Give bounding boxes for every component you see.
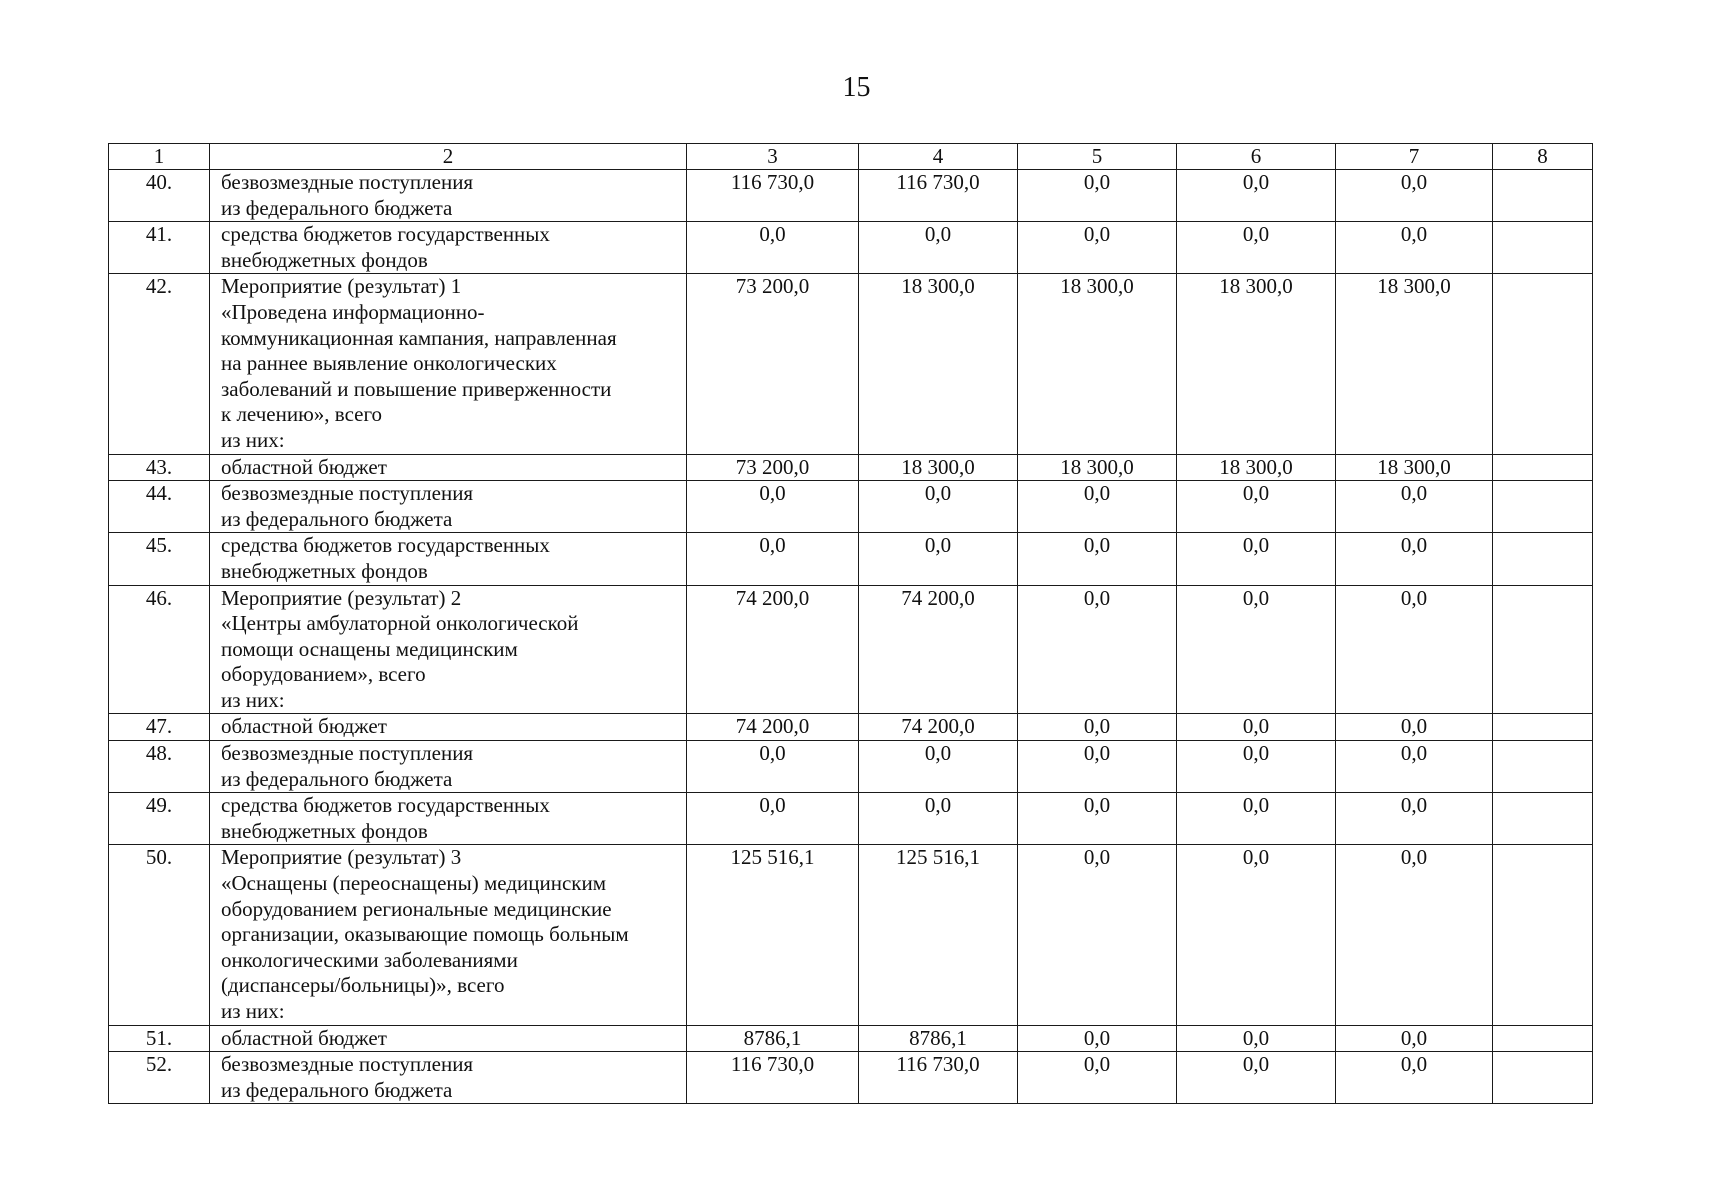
row-name-line: Мероприятие (результат) 2 [221,585,462,610]
value-cell-col-5: 0,0 [1018,481,1177,533]
row-name-line: оборудованием», всего [221,662,426,687]
value-cell-col-7: 0,0 [1336,1025,1493,1052]
row-number-cell: 50. [109,845,210,1025]
value-cell-col-5: 18 300,0 [1018,454,1177,481]
row-name-line: заболеваний и повышение приверженности [221,376,612,401]
row-name-line: безвозмездные поступления [221,741,474,766]
table-row [109,222,1593,274]
table-body [109,170,1593,1104]
value-cell-col-3: 74 200,0 [687,585,859,714]
value-cell-col-6: 0,0 [1177,714,1336,741]
table-row [109,714,1593,741]
row-name-line: внебюджетных фондов [221,818,428,843]
value-cell-col-6: 0,0 [1177,533,1336,585]
row-number-cell: 51. [109,1025,210,1052]
value-cell-col-4: 116 730,0 [859,1052,1018,1104]
value-cell-col-4: 0,0 [859,741,1018,793]
row-name-line: безвозмездные поступления [221,481,474,506]
row-name-cell [210,481,687,533]
value-cell-col-3: 0,0 [687,533,859,585]
table-row [109,533,1593,585]
row-number-cell: 41. [109,222,210,274]
value-cell-col-8 [1493,793,1593,845]
table-row [109,170,1593,222]
value-cell-col-7: 18 300,0 [1336,274,1493,454]
column-header-3: 3 [687,144,859,170]
row-number-cell: 49. [109,793,210,845]
column-header-2: 2 [210,144,687,170]
row-name-line: на раннее выявление онкологических [221,351,557,376]
row-name-line: «Центры амбулаторной онкологической [221,611,579,636]
row-name-line: из федерального бюджета [221,506,453,531]
table-row [109,845,1593,1025]
value-cell-col-5: 0,0 [1018,222,1177,274]
value-cell-col-8 [1493,1052,1593,1104]
value-cell-col-8 [1493,274,1593,454]
table-row [109,481,1593,533]
row-name-cell [210,1052,687,1104]
value-cell-col-4: 0,0 [859,481,1018,533]
row-name-line: из них: [221,427,285,452]
table-row [109,1052,1593,1104]
column-header-4: 4 [859,144,1018,170]
row-number-cell: 42. [109,274,210,454]
value-cell-col-3: 125 516,1 [687,845,859,1025]
value-cell-col-7: 0,0 [1336,222,1493,274]
page-number: 15 [842,72,871,103]
table-row [109,274,1593,454]
value-cell-col-3: 0,0 [687,793,859,845]
row-name-line: оборудованием региональные медицинские [221,896,612,921]
table-row [109,454,1593,481]
row-number-cell: 46. [109,585,210,714]
row-name-line: внебюджетных фондов [221,558,428,583]
value-cell-col-6: 0,0 [1177,1025,1336,1052]
column-header-6: 6 [1177,144,1336,170]
value-cell-col-8 [1493,222,1593,274]
value-cell-col-7: 0,0 [1336,585,1493,714]
row-name-cell [210,1025,687,1052]
value-cell-col-8 [1493,170,1593,222]
value-cell-col-8 [1493,714,1593,741]
value-cell-col-4: 74 200,0 [859,714,1018,741]
value-cell-col-5: 0,0 [1018,585,1177,714]
value-cell-col-6: 0,0 [1177,1052,1336,1104]
value-cell-col-6: 18 300,0 [1177,454,1336,481]
value-cell-col-7: 0,0 [1336,1052,1493,1104]
value-cell-col-5: 0,0 [1018,1052,1177,1104]
value-cell-col-3: 0,0 [687,481,859,533]
value-cell-col-6: 0,0 [1177,741,1336,793]
row-name-line: «Проведена информационно- [221,299,485,324]
row-name-line: коммуникационная кампания, направленная [221,325,617,350]
row-name-cell [210,741,687,793]
row-number-cell: 52. [109,1052,210,1104]
row-number-cell: 48. [109,741,210,793]
table-row [109,741,1593,793]
value-cell-col-5: 0,0 [1018,1025,1177,1052]
value-cell-col-4: 8786,1 [859,1025,1018,1052]
value-cell-col-4: 0,0 [859,793,1018,845]
row-name-cell [210,845,687,1025]
value-cell-col-4: 125 516,1 [859,845,1018,1025]
value-cell-col-5: 0,0 [1018,533,1177,585]
row-name-line: областной бюджет [221,454,387,479]
value-cell-col-5: 0,0 [1018,741,1177,793]
row-name-line: средства бюджетов государственных [221,793,550,818]
value-cell-col-3: 116 730,0 [687,170,859,222]
row-number-cell: 45. [109,533,210,585]
table-row [109,585,1593,714]
budget-table [108,143,1593,1104]
value-cell-col-4: 74 200,0 [859,585,1018,714]
column-header-1: 1 [109,144,210,170]
row-name-cell [210,793,687,845]
row-name-line: (диспансеры/больницы)», всего [221,973,505,998]
value-cell-col-7: 0,0 [1336,845,1493,1025]
row-name-line: из федерального бюджета [221,195,453,220]
row-name-line: к лечению», всего [221,402,383,427]
value-cell-col-8 [1493,585,1593,714]
table-row [109,1025,1593,1052]
row-name-line: из них: [221,687,285,712]
value-cell-col-4: 18 300,0 [859,454,1018,481]
row-name-line: из них: [221,999,285,1023]
value-cell-col-5: 0,0 [1018,714,1177,741]
value-cell-col-6: 18 300,0 [1177,274,1336,454]
value-cell-col-6: 0,0 [1177,793,1336,845]
value-cell-col-6: 0,0 [1177,222,1336,274]
row-number-cell: 47. [109,714,210,741]
value-cell-col-7: 0,0 [1336,793,1493,845]
value-cell-col-4: 0,0 [859,222,1018,274]
row-name-line: Мероприятие (результат) 3 [221,845,462,870]
value-cell-col-4: 18 300,0 [859,274,1018,454]
row-name-cell [210,170,687,222]
value-cell-col-3: 73 200,0 [687,274,859,454]
column-header-7: 7 [1336,144,1493,170]
column-number-header-row [109,144,1593,170]
row-number-cell: 40. [109,170,210,222]
value-cell-col-3: 74 200,0 [687,714,859,741]
value-cell-col-6: 0,0 [1177,170,1336,222]
row-name-line: «Оснащены (переоснащены) медицинским [221,871,607,896]
value-cell-col-8 [1493,454,1593,481]
row-name-cell [210,274,687,454]
value-cell-col-4: 116 730,0 [859,170,1018,222]
row-name-line: областной бюджет [221,1025,387,1050]
value-cell-col-6: 0,0 [1177,585,1336,714]
value-cell-col-8 [1493,741,1593,793]
row-name-line: средства бюджетов государственных [221,222,550,247]
row-number-cell: 43. [109,454,210,481]
value-cell-col-5: 0,0 [1018,170,1177,222]
value-cell-col-3: 0,0 [687,741,859,793]
value-cell-col-7: 0,0 [1336,533,1493,585]
row-number-cell: 44. [109,481,210,533]
row-name-line: организации, оказывающие помощь больным [221,922,629,947]
value-cell-col-3: 0,0 [687,222,859,274]
row-name-line: Мероприятие (результат) 1 [221,274,462,299]
value-cell-col-5: 0,0 [1018,793,1177,845]
value-cell-col-7: 0,0 [1336,481,1493,533]
row-name-line: внебюджетных фондов [221,247,428,272]
value-cell-col-3: 73 200,0 [687,454,859,481]
value-cell-col-7: 0,0 [1336,714,1493,741]
column-header-8: 8 [1493,144,1593,170]
value-cell-col-5: 0,0 [1018,845,1177,1025]
value-cell-col-8 [1493,845,1593,1025]
column-header-5: 5 [1018,144,1177,170]
row-name-line: из федерального бюджета [221,766,453,791]
value-cell-col-3: 8786,1 [687,1025,859,1052]
row-name-line: помощи оснащены медицинским [221,636,518,661]
value-cell-col-4: 0,0 [859,533,1018,585]
table-row [109,793,1593,845]
row-name-line: безвозмездные поступления [221,170,474,194]
row-name-line: онкологическими заболеваниями [221,947,518,972]
row-name-line: из федерального бюджета [221,1077,453,1102]
row-name-cell [210,454,687,481]
value-cell-col-3: 116 730,0 [687,1052,859,1104]
row-name-cell [210,585,687,714]
value-cell-col-7: 18 300,0 [1336,454,1493,481]
row-name-line: средства бюджетов государственных [221,533,550,558]
row-name-cell [210,714,687,741]
value-cell-col-5: 18 300,0 [1018,274,1177,454]
row-name-cell [210,222,687,274]
value-cell-col-8 [1493,481,1593,533]
value-cell-col-7: 0,0 [1336,170,1493,222]
row-name-line: областной бюджет [221,714,387,739]
row-name-line: безвозмездные поступления [221,1052,474,1077]
row-name-cell [210,533,687,585]
value-cell-col-6: 0,0 [1177,481,1336,533]
value-cell-col-7: 0,0 [1336,741,1493,793]
value-cell-col-8 [1493,533,1593,585]
value-cell-col-6: 0,0 [1177,845,1336,1025]
value-cell-col-8 [1493,1025,1593,1052]
